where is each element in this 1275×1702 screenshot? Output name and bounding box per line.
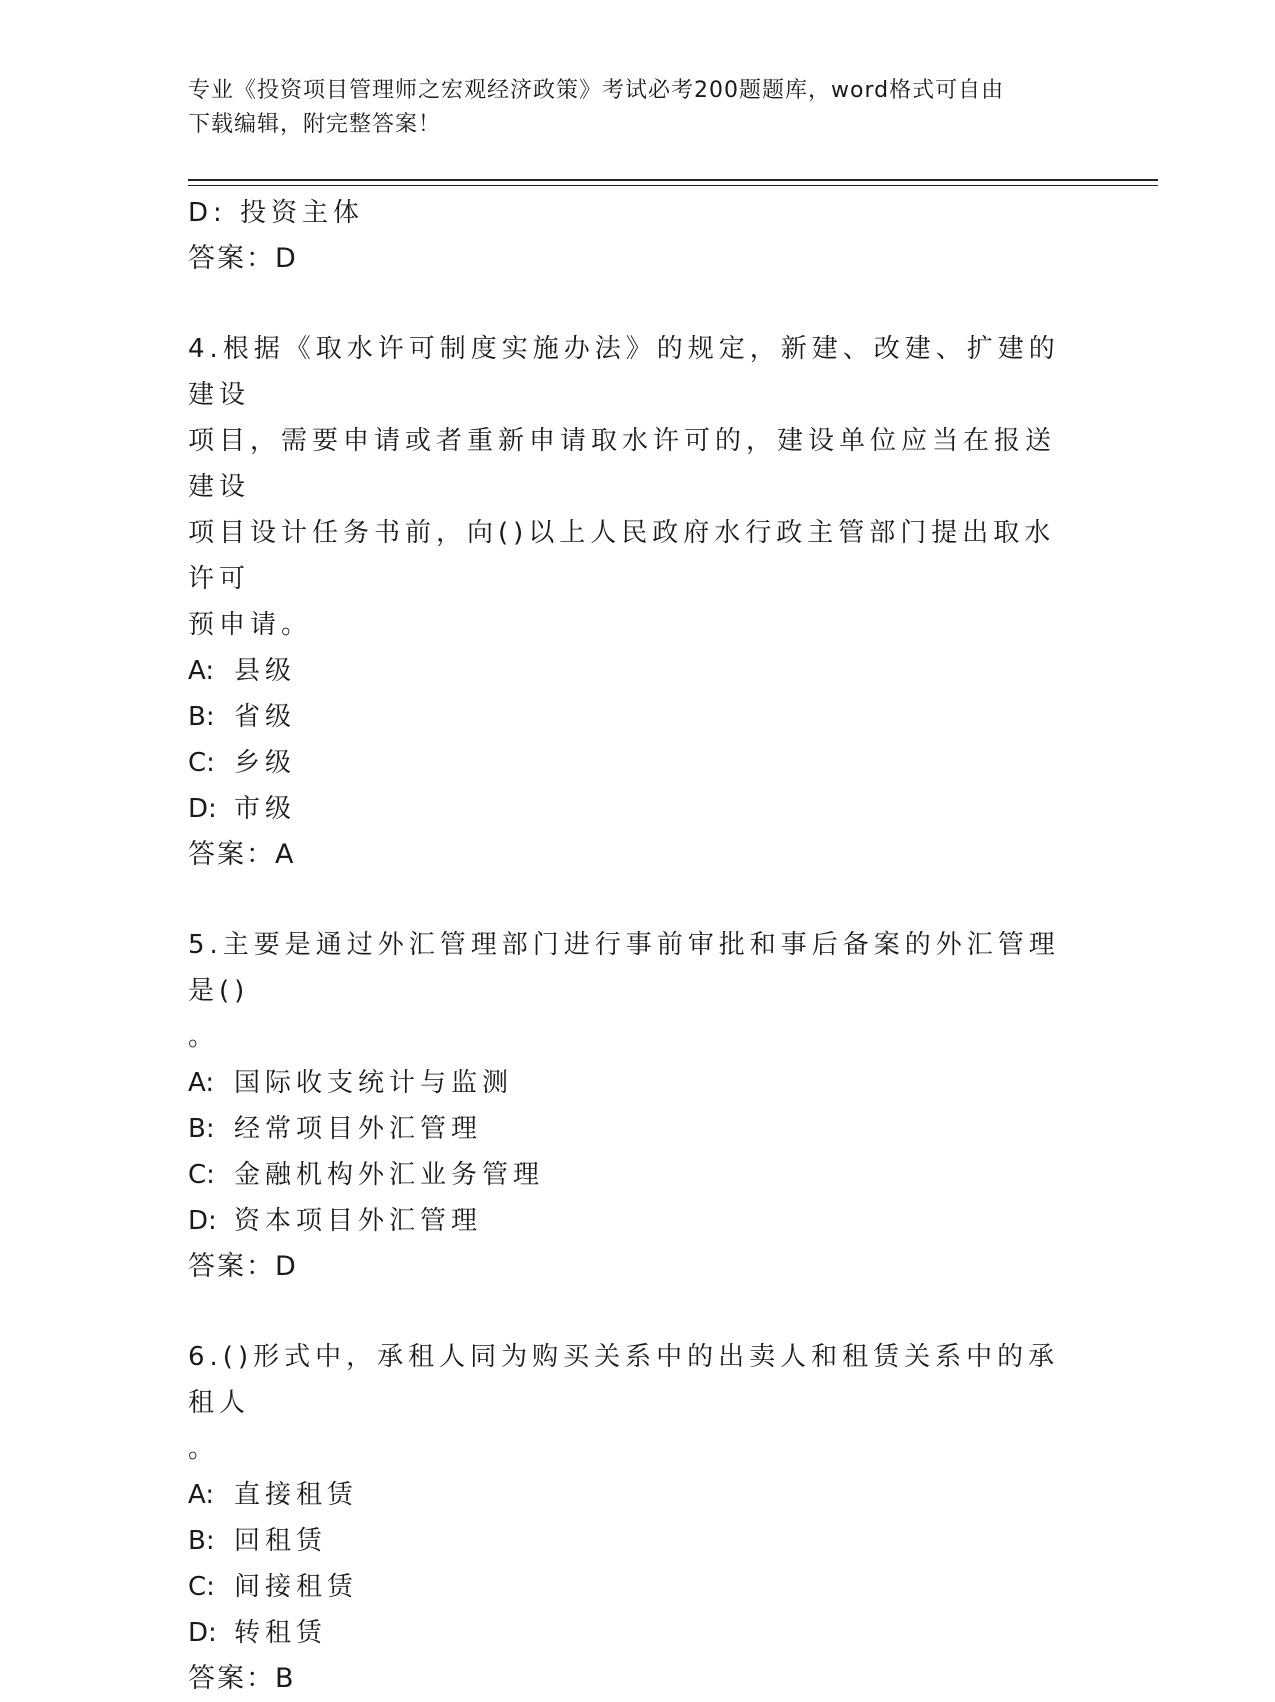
option-key: A: <box>188 656 215 686</box>
option-text: 转租赁 <box>234 1618 328 1648</box>
option-c <box>188 1564 1068 1610</box>
question-stem-line: 项目，需要申请或者重新申请取水许可的，建设单位应当在报送建设 <box>188 426 1057 502</box>
section-gap <box>188 282 1068 326</box>
option-text: 县级 <box>234 656 297 686</box>
option-text: 市级 <box>234 794 297 824</box>
option-a <box>188 648 1068 694</box>
option-a <box>188 1472 1068 1518</box>
option-key: C: <box>188 748 215 778</box>
option-b <box>188 1106 1068 1152</box>
section-gap <box>188 1290 1068 1334</box>
answer-line: 答案：A <box>188 839 296 870</box>
option-b <box>188 694 1068 740</box>
option-d <box>188 1610 1068 1656</box>
option-text: 间接租赁 <box>234 1572 359 1602</box>
question-stem-line: 预申请。 <box>188 610 313 640</box>
header-line-2: 下载编辑，附完整答案！ <box>188 112 442 137</box>
option-text: 资本项目外汇管理 <box>234 1206 483 1236</box>
question-stem-line: 4.根据《取水许可制度实施办法》的规定，新建、改建、扩建的建设 <box>188 334 1060 410</box>
option-b <box>188 1518 1068 1564</box>
option-text: 金融机构外汇业务管理 <box>234 1160 545 1190</box>
question-block <box>188 1334 1068 1702</box>
document-header <box>188 74 1068 142</box>
option-text: 省级 <box>234 702 297 732</box>
option-a <box>188 1060 1068 1106</box>
carryover-answer: 答案：D <box>188 243 298 274</box>
option-key: A: <box>188 1480 215 1510</box>
option-text: 回租赁 <box>234 1526 328 1556</box>
option-text: 国际收支统计与监测 <box>234 1068 514 1098</box>
question-stem-line: 。 <box>188 1434 220 1464</box>
option-key: B: <box>188 702 215 732</box>
option-d <box>188 786 1068 832</box>
question-block <box>188 326 1068 878</box>
option-text: 直接租赁 <box>234 1480 359 1510</box>
option-text: 经常项目外汇管理 <box>234 1114 483 1144</box>
document-body <box>188 190 1068 1702</box>
question-block <box>188 922 1068 1290</box>
option-key: B: <box>188 1526 215 1556</box>
section-gap <box>188 878 1068 922</box>
answer-line: 答案：B <box>188 1663 296 1694</box>
option-text: 乡级 <box>234 748 297 778</box>
header-line-1: 专业《投资项目管理师之宏观经济政策》考试必考200题题库，word格式可自由 <box>188 78 1005 103</box>
option-key: D: <box>188 794 217 824</box>
question-stem-line: 。 <box>188 1022 220 1052</box>
option-key: A: <box>188 1068 215 1098</box>
question-stem-line: 6.()形式中，承租人同为购买关系中的出卖人和租赁关系中的承租人 <box>188 1342 1060 1418</box>
question-stem-line: 项目设计任务书前，向()以上人民政府水行政主管部门提出取水许可 <box>188 518 1056 594</box>
option-c <box>188 1152 1068 1198</box>
option-key: D: <box>188 1206 217 1236</box>
option-d <box>188 1198 1068 1244</box>
header-rule-thick <box>188 179 1158 181</box>
carryover-option-d: D: 投资主体 <box>188 198 365 228</box>
option-key: D: <box>188 1618 217 1648</box>
option-c <box>188 740 1068 786</box>
question-stem-line: 5.主要是通过外汇管理部门进行事前审批和事后备案的外汇管理是() <box>188 930 1060 1006</box>
option-key: C: <box>188 1160 215 1190</box>
option-key: B: <box>188 1114 215 1144</box>
header-rule-thin <box>188 185 1158 186</box>
option-key: C: <box>188 1572 215 1602</box>
answer-line: 答案：D <box>188 1251 298 1282</box>
